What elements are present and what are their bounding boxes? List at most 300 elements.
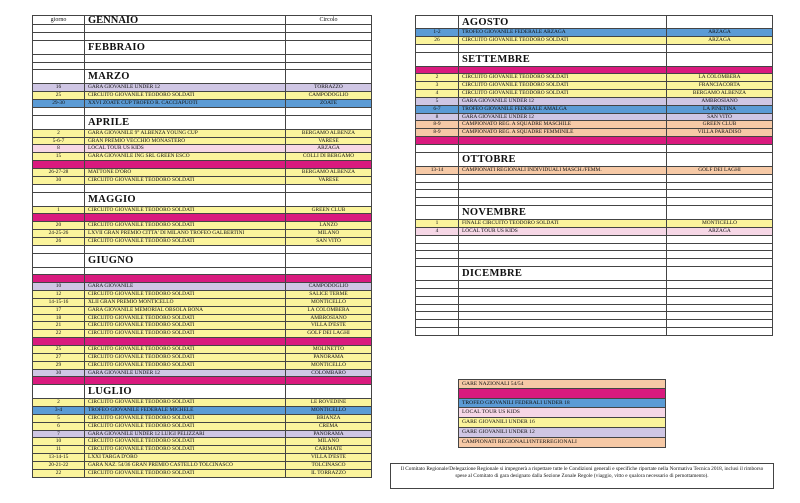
- circuit-cell: [666, 297, 772, 304]
- event-row: [415, 137, 773, 145]
- day-cell: [416, 198, 459, 205]
- circuit-cell: LANZO: [285, 222, 371, 229]
- event-cell: TROFEO GIOVANILE FEDERALE MICHELE: [88, 407, 194, 414]
- circuit-cell: [666, 53, 772, 66]
- circuit-cell: MONTICELLO: [285, 299, 371, 306]
- event-cell: [459, 251, 666, 258]
- circuit-cell: ARZAGA: [666, 29, 772, 36]
- day-cell: 8-9: [416, 129, 459, 136]
- event-cell: CIRCUITO GIOVANILE TEODORO SOLDATI: [88, 206, 195, 213]
- event-row: [415, 98, 773, 106]
- event-cell: [459, 312, 666, 319]
- month-name: AGOSTO: [462, 17, 509, 28]
- event-cell: CIRCUITO GIOVANILE TEODORO SOLDATI: [88, 330, 195, 337]
- month-header: [32, 41, 372, 55]
- circuit-cell: LE ROVEDINE: [285, 399, 371, 406]
- month-name: SETTEMBRE: [462, 53, 531, 65]
- circuit-cell: SAN VITO: [285, 238, 371, 245]
- event-row: [32, 377, 372, 385]
- circuit-cell: SALICE TERME: [285, 291, 371, 298]
- event-cell: [459, 183, 666, 190]
- calendar-right-column: [415, 15, 773, 336]
- circuit-cell: [285, 25, 371, 32]
- circuit-cell: LA PINETINA: [666, 106, 772, 113]
- day-cell: [416, 312, 459, 319]
- day-cell: [33, 161, 85, 168]
- circuit-cell: [666, 320, 772, 327]
- event-cell: CIRCUITO GIOVANILE TEODORO SOLDATI: [88, 422, 195, 429]
- event-row: [32, 130, 372, 138]
- day-cell: [416, 236, 459, 243]
- day-cell: 1-2: [416, 29, 459, 36]
- circuit-cell: [666, 328, 772, 335]
- event-row: [415, 297, 773, 305]
- event-cell: GENNAIO: [88, 16, 139, 24]
- circuit-cell: [666, 289, 772, 296]
- circuit-cell: COLLI DI BERGAMO: [285, 153, 371, 160]
- circuit-cell: VILLA PARADISO: [666, 129, 772, 136]
- circuit-cell: [285, 70, 371, 83]
- event-cell: [459, 297, 666, 304]
- event-row: [32, 454, 372, 462]
- event-cell: CIRCUITO GIOVANILE TEODORO SOLDATI: [88, 446, 195, 453]
- month-header: [32, 385, 372, 399]
- circuit-cell: [285, 193, 371, 206]
- event-row: [32, 25, 372, 33]
- event-cell: [85, 33, 285, 40]
- circuit-cell: BERGAMO ALBENZA: [285, 169, 371, 176]
- circuit-cell: VILLA D'ESTE: [285, 322, 371, 329]
- circuit-cell: ARZAGA: [666, 228, 772, 235]
- circuit-cell: [666, 45, 772, 52]
- day-cell: 16: [33, 84, 85, 91]
- event-row: [32, 55, 372, 63]
- day-cell: 13-14: [416, 167, 459, 174]
- circuit-cell: TORRAZZO: [285, 84, 371, 91]
- event-row: [32, 346, 372, 354]
- day-cell: 26: [33, 238, 85, 245]
- event-row: [415, 74, 773, 82]
- event-row: [32, 246, 372, 254]
- legend-item: LOCAL TOUR US KIDS: [458, 408, 666, 418]
- day-cell: [416, 259, 459, 266]
- event-cell: [459, 45, 666, 52]
- event-row: [415, 320, 773, 328]
- day-cell: 25: [33, 92, 85, 99]
- event-row: [32, 222, 372, 230]
- day-cell: 6: [33, 423, 85, 430]
- circuit-cell: GREEN CLUB: [666, 121, 772, 128]
- circuit-cell: BERGAMO ALBENZA: [285, 130, 371, 137]
- event-cell: GARA GIOVANILE 9° ALBENZA YOUNG CUP: [88, 129, 198, 136]
- event-cell: CIRCUITO GIOVANILE TEODORO SOLDATI: [462, 82, 569, 89]
- day-cell: 22: [33, 470, 85, 477]
- event-cell: GARA GIOVANILE UNDER 12: [88, 84, 160, 91]
- circuit-cell: [666, 183, 772, 190]
- event-row: [415, 228, 773, 236]
- event-row: [415, 175, 773, 183]
- month-header: [415, 206, 773, 220]
- day-cell: 20: [33, 222, 85, 229]
- circuit-cell: GOLF DEI LAGHI: [666, 167, 772, 174]
- day-cell: 8-9: [416, 121, 459, 128]
- circuit-cell: LA COLOMBERA: [285, 307, 371, 314]
- circuit-cell: [666, 175, 772, 182]
- legend-item: TROFEO GIOVANILI FEDERALI UNDER 18: [458, 399, 666, 409]
- day-cell: [416, 67, 459, 74]
- event-row: [32, 108, 372, 116]
- day-cell: 26-27-28: [33, 169, 85, 176]
- event-cell: XLII GRAN PREMIO MONTICELLO: [88, 298, 174, 305]
- circuit-cell: VARESE: [285, 138, 371, 145]
- day-cell: 4: [416, 228, 459, 235]
- event-cell: TROFEO GIOVANILE FEDERALE ARZAGA: [462, 29, 566, 35]
- month-name: OTTOBRE: [462, 153, 516, 165]
- event-cell: [85, 275, 285, 282]
- event-cell: [85, 63, 285, 70]
- event-row: [32, 315, 372, 323]
- day-cell: 25: [33, 346, 85, 353]
- circuit-cell: [285, 63, 371, 70]
- event-cell: CIRCUITO GIOVANILE TEODORO SOLDATI: [462, 36, 569, 43]
- event-row: [32, 338, 372, 346]
- circuit-cell: [285, 275, 371, 282]
- circuit-cell: CAMPODOGLIO: [285, 283, 371, 290]
- footnote: Il Comitato Regionale/Delegazione Regionale si impegnerà a rispettare tutte le Condizioni generali e specifiche riportate nella Normativa Tecnica 2018, inclusi il rimborso spese al Comitato di gara designato dalla Sezione Zonale Regole (viaggio, vitto e qualora necessario di pernottamento).: [390, 463, 774, 489]
- event-row: [32, 370, 372, 378]
- event-cell: GARA GIOVANILE MEMORIAL OBSOLA BONA: [88, 306, 204, 313]
- circuit-cell: BERGAMO ALBENZA: [666, 90, 772, 97]
- month-header: [415, 53, 773, 67]
- day-cell: [33, 268, 85, 275]
- event-row: [415, 29, 773, 37]
- event-row: [415, 198, 773, 206]
- circuit-cell: MILANO: [285, 230, 371, 237]
- circuit-cell: [285, 41, 371, 54]
- event-row: [415, 129, 773, 137]
- day-cell: 21: [33, 322, 85, 329]
- event-cell: [85, 25, 285, 32]
- circuit-cell: [666, 244, 772, 251]
- event-row: [32, 291, 372, 299]
- event-cell: GARA NAZ. 54/36 GRAN PREMIO CASTELLO TOLCINASCO: [88, 461, 233, 468]
- circuit-cell: [666, 190, 772, 197]
- event-row: [415, 90, 773, 98]
- day-cell: 8: [416, 114, 459, 121]
- event-cell: GARA GIOVANILE UNDER 12 LUIGI PELIZZARI: [88, 430, 205, 437]
- month-header: [32, 254, 372, 268]
- event-row: [32, 268, 372, 276]
- event-row: [415, 167, 773, 175]
- day-cell: [33, 55, 85, 62]
- month-name: GIUGNO: [88, 254, 134, 266]
- event-cell: CIRCUITO GIOVANILE TEODORO SOLDATI: [88, 353, 195, 360]
- event-cell: [85, 161, 285, 168]
- day-cell: 29-30: [33, 100, 85, 107]
- event-row: [32, 63, 372, 71]
- day-cell: 4: [416, 90, 459, 97]
- day-cell: 5: [416, 98, 459, 105]
- event-cell: CIRCUITO GIOVANILE TEODORO SOLDATI: [88, 92, 195, 99]
- day-cell: [33, 108, 85, 115]
- day-cell: 27: [33, 354, 85, 361]
- event-row: [415, 37, 773, 45]
- circuit-cell: Circolo: [285, 16, 371, 24]
- circuit-cell: [666, 16, 772, 28]
- event-row: [32, 283, 372, 291]
- event-row: [32, 462, 372, 470]
- event-cell: [85, 185, 285, 192]
- month-name: LUGLIO: [88, 386, 132, 398]
- event-row: [415, 114, 773, 122]
- table-header: [32, 15, 372, 25]
- event-row: [415, 328, 773, 336]
- day-cell: [416, 289, 459, 296]
- month-header: [415, 153, 773, 167]
- event-row: [32, 185, 372, 193]
- circuit-cell: CARIMATE: [285, 446, 371, 453]
- day-cell: 24-25-26: [33, 230, 85, 237]
- day-cell: 2: [33, 399, 85, 406]
- event-row: [32, 431, 372, 439]
- day-cell: [416, 305, 459, 312]
- event-cell: CIRCUITO GIOVANILE TEODORO SOLDATI: [88, 361, 195, 368]
- event-row: [32, 100, 372, 108]
- circuit-cell: [666, 206, 772, 219]
- day-cell: 6-7: [416, 106, 459, 113]
- day-cell: 18: [33, 315, 85, 322]
- day-cell: 10: [33, 283, 85, 290]
- day-cell: 10: [33, 438, 85, 445]
- event-cell: [85, 55, 285, 62]
- event-cell: MATTONE D'ORO: [88, 168, 132, 175]
- event-cell: GARA GIOVANILE UNDER 12: [462, 97, 534, 104]
- day-cell: [416, 297, 459, 304]
- day-cell: [33, 33, 85, 40]
- event-cell: [459, 236, 666, 243]
- day-cell: 15: [33, 153, 85, 160]
- circuit-cell: PANORAMA: [285, 354, 371, 361]
- day-cell: 20-21-22: [33, 462, 85, 469]
- circuit-cell: [285, 33, 371, 40]
- circuit-cell: [666, 153, 772, 166]
- day-cell: 2: [33, 130, 85, 137]
- event-cell: TROFEO GIOVANILE FEDERALE AMALGA: [462, 105, 567, 112]
- event-row: [415, 244, 773, 252]
- day-cell: 13-14-15: [33, 454, 85, 461]
- month-name: APRILE: [88, 116, 130, 128]
- month-header: [32, 70, 372, 84]
- event-cell: CIRCUITO GIOVANILE TEODORO SOLDATI: [88, 399, 195, 406]
- month-header: [415, 15, 773, 29]
- event-cell: [459, 145, 666, 152]
- event-cell: GARA GIOVANILE UNDER 12: [88, 369, 160, 376]
- circuit-cell: [666, 259, 772, 266]
- circuit-cell: BRIANZA: [285, 415, 371, 422]
- event-cell: CIRCUITO GIOVANILE TEODORO SOLDATI: [88, 222, 195, 229]
- circuit-cell: GOLF DEI LAGHI: [285, 330, 371, 337]
- event-row: [32, 299, 372, 307]
- event-row: [32, 207, 372, 215]
- legend: [458, 379, 666, 448]
- event-row: [32, 153, 372, 161]
- event-row: [32, 362, 372, 370]
- circuit-cell: [285, 108, 371, 115]
- event-row: [32, 470, 372, 478]
- circuit-cell: [285, 385, 371, 398]
- event-cell: CIRCUITO GIOVANILE TEODORO SOLDATI: [88, 438, 195, 445]
- event-row: [415, 281, 773, 289]
- circuit-cell: MONTICELLO: [285, 407, 371, 414]
- circuit-cell: LA COLOMBERA: [666, 74, 772, 81]
- circuit-cell: [666, 198, 772, 205]
- circuit-cell: [666, 236, 772, 243]
- day-cell: [416, 320, 459, 327]
- event-cell: CIRCUITO GIOVANILE TEODORO SOLDATI: [462, 90, 569, 97]
- event-row: [32, 407, 372, 415]
- event-cell: GRAN PREMIO VECCHIO MONASTERO: [88, 137, 186, 144]
- circuit-cell: AMBROSIANO: [666, 98, 772, 105]
- event-row: [32, 177, 372, 185]
- event-row: [415, 190, 773, 198]
- event-cell: [459, 190, 666, 197]
- day-cell: 22: [33, 330, 85, 337]
- month-header: [415, 267, 773, 281]
- circuit-cell: AMBROSIANO: [285, 315, 371, 322]
- event-cell: [459, 328, 666, 335]
- event-row: [32, 330, 372, 338]
- event-row: [32, 84, 372, 92]
- event-cell: [459, 259, 666, 266]
- event-row: [32, 230, 372, 238]
- circuit-cell: COLOMBARO: [285, 370, 371, 377]
- circuit-cell: [285, 116, 371, 129]
- day-cell: [416, 45, 459, 52]
- day-cell: [416, 145, 459, 152]
- circuit-cell: [666, 281, 772, 288]
- event-row: [32, 354, 372, 362]
- event-cell: FINALE CIRCUITO TEODORO SOLDATI: [462, 220, 559, 227]
- calendar-left-column: [32, 15, 372, 478]
- day-cell: [416, 183, 459, 190]
- circuit-cell: [666, 67, 772, 74]
- event-cell: [85, 268, 285, 275]
- circuit-cell: IL TORRAZZO: [285, 470, 371, 477]
- event-row: [32, 307, 372, 315]
- circuit-cell: CAMPODOGLIO: [285, 92, 371, 99]
- day-cell: [33, 377, 85, 384]
- circuit-cell: MILANO: [285, 438, 371, 445]
- event-cell: [85, 377, 285, 384]
- circuit-cell: VARESE: [285, 177, 371, 184]
- day-cell: 3: [416, 82, 459, 89]
- day-cell: [33, 246, 85, 253]
- event-cell: [459, 305, 666, 312]
- month-name: FEBBRAIO: [88, 41, 146, 53]
- day-cell: giorno: [33, 16, 85, 24]
- circuit-cell: [285, 338, 371, 345]
- legend-item: GARE NAZIONALI 54/54: [458, 379, 666, 389]
- day-cell: 26: [416, 37, 459, 44]
- legend-item: [458, 389, 666, 399]
- event-cell: [459, 67, 666, 74]
- event-row: [32, 275, 372, 283]
- day-cell: 11: [33, 446, 85, 453]
- day-cell: [33, 214, 85, 221]
- event-row: [32, 214, 372, 222]
- event-cell: [459, 289, 666, 296]
- event-cell: CIRCUITO GIOVANILE TEODORO SOLDATI: [88, 237, 195, 244]
- event-row: [415, 121, 773, 129]
- circuit-cell: [285, 246, 371, 253]
- event-cell: [85, 214, 285, 221]
- event-row: [415, 236, 773, 244]
- day-cell: 8: [33, 145, 85, 152]
- circuit-cell: CREMA: [285, 423, 371, 430]
- event-cell: [459, 175, 666, 182]
- event-cell: [459, 198, 666, 205]
- day-cell: 1: [33, 207, 85, 214]
- event-cell: GARA GIOVANILE ING SRL GREEN ESCO: [88, 153, 190, 160]
- circuit-cell: [285, 214, 371, 221]
- month-name: MARZO: [88, 71, 130, 83]
- day-cell: [33, 338, 85, 345]
- month-name: MAGGIO: [88, 193, 136, 205]
- event-cell: LOCAL TOUR US KIDS: [462, 227, 518, 234]
- event-row: [32, 423, 372, 431]
- day-cell: [416, 251, 459, 258]
- event-row: [415, 106, 773, 114]
- day-cell: 1: [416, 220, 459, 227]
- day-cell: [33, 275, 85, 282]
- month-name: DICEMBRE: [462, 268, 523, 280]
- event-row: [415, 259, 773, 267]
- event-row: [32, 399, 372, 407]
- event-cell: LXXI TARGA D'ORO: [88, 454, 138, 461]
- circuit-cell: TOLCINASCO: [285, 462, 371, 469]
- month-header: [32, 116, 372, 130]
- event-cell: CAMPIONATI REGIONALI INDIVIDUALI MASCH./FEMM.: [462, 166, 602, 173]
- event-cell: CIRCUITO GIOVANILE TEODORO SOLDATI: [88, 346, 195, 352]
- event-row: [415, 183, 773, 191]
- circuit-cell: ZOATE: [285, 100, 371, 107]
- day-cell: [416, 281, 459, 288]
- circuit-cell: [285, 185, 371, 192]
- event-cell: [459, 137, 666, 144]
- day-cell: 12: [33, 291, 85, 298]
- circuit-cell: [666, 137, 772, 144]
- legend-item: GARE GIOVANILI UNDER 16: [458, 418, 666, 428]
- day-cell: 30: [33, 177, 85, 184]
- circuit-cell: [285, 254, 371, 267]
- event-cell: CIRCUITO GIOVANILE TEODORO SOLDATI: [88, 322, 195, 329]
- event-cell: CAMPIONATO REG. A SQUADRE FEMMINILE: [462, 129, 574, 136]
- event-row: [32, 161, 372, 169]
- event-cell: [85, 246, 285, 253]
- event-cell: [459, 281, 666, 288]
- circuit-cell: MOLINETTO: [285, 346, 371, 353]
- event-cell: CIRCUITO GIOVANILE TEODORO SOLDATI: [88, 291, 195, 298]
- event-cell: CAMPIONATO REG. A SQUADRE MASCHILE: [462, 121, 572, 128]
- day-cell: 3-4: [33, 407, 85, 414]
- day-cell: 7: [33, 431, 85, 438]
- event-row: [415, 289, 773, 297]
- event-cell: GARA GIOVANILE UNDER 12: [462, 113, 534, 120]
- day-cell: [416, 190, 459, 197]
- event-row: [32, 438, 372, 446]
- event-cell: CIRCUITO GIOVANILE TEODORO SOLDATI: [462, 74, 569, 81]
- circuit-cell: [666, 145, 772, 152]
